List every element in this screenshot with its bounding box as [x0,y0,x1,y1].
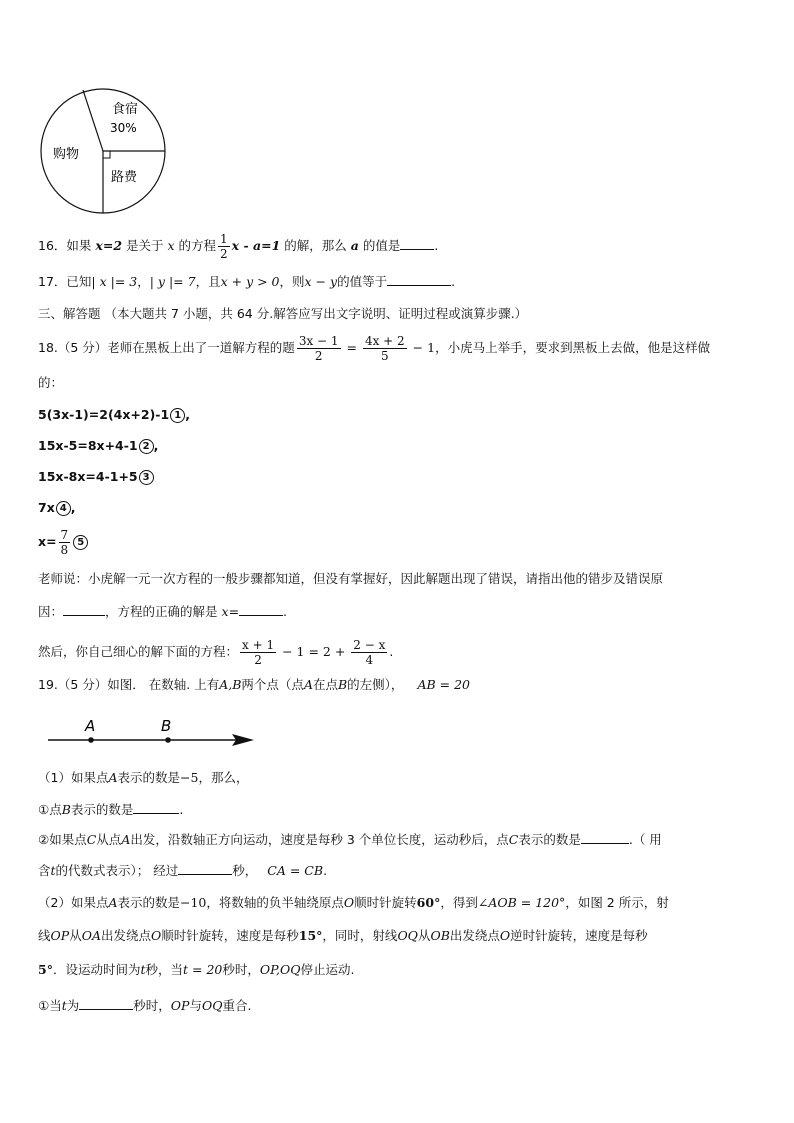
teacher-comment-1: 老师说：小虎解一元一次方程的一般步骤都知道，但没有掌握好，因此解题出现了错误，请指出他的错步及错误原 [38,571,664,586]
step-marker-4: 4 [56,501,71,516]
fraction-4x+2: $\frac{4x + 2}{5}$ [364,334,405,363]
fraction-half: $\frac{1}{2}$ [220,232,228,261]
pie-label-food: 食宿 [112,102,139,117]
question-16: 16．如果 x=2 是关于 x 的方程 $\frac{1}{2}$ x - a=1 的解，那么 a 的值是 . [38,232,439,261]
q19-part-1: （1）如果点A表示的数是−5，那么， [38,770,249,785]
step-marker-1: 1 [170,408,185,423]
pie-label-travel: 路费 [111,170,138,185]
number-line-figure [46,712,260,752]
pie-chart [38,86,168,216]
step-marker-5: 5 [73,535,88,550]
overlap-time-blank[interactable] [79,997,133,1010]
fraction-2-x: $\frac{2 - x}{4}$ [353,638,386,667]
q19-sub-2b: 含t的代数式表示）； 经过 秒， CA = CB. [38,863,328,878]
solve-equation-line: 然后，你自己细心的解下面的方程： $\frac{x + 1}{2}$ − 1 = 2 + $\frac{2 - x}{4}$ . [38,638,394,667]
pie-divider-top [83,90,103,151]
step-5: x= $\frac{7}{8}$ 5 [38,528,88,557]
q19-sub-2: ②如果点C从点A出发，沿数轴正方向运动，速度是每秒 3 个单位长度，运动秒后，点C表示的数是 .（ 用 [38,832,662,847]
error-reason-blank[interactable] [63,603,105,616]
answer-blank[interactable] [400,237,434,250]
question-17: 17．已知| x |= 3，| y |= 7，且x + y > 0，则x − y的值等于 . [38,274,456,289]
step-marker-2: 2 [139,439,154,454]
q19-part-2-line-3: 5°．设运动时间为t秒，当t = 20秒时，OP,OQ停止运动. [38,962,355,977]
q19-part-2-question-1: ①当t为 秒时，OP与OQ重合. [38,998,252,1013]
point-b-value-blank[interactable] [133,801,179,814]
q19-sub-1: ①点B表示的数是 . [38,802,184,817]
question-19: 19.（5 分）如图． 在数轴. 上有A,B两个点（点A在点B的左侧）， AB = 20 [38,677,470,692]
section-3-title: 三、解答题 （本大题共 7 小题，共 64 分.解答应写出文字说明、证明过程或演算步骤.） [38,306,528,321]
fraction-7-8: $\frac{7}{8}$ [60,528,69,557]
fraction-3x-1: $\frac{3x - 1}{2}$ [298,334,339,363]
pie-label-shop: 购物 [53,147,80,162]
q19-part-2-line-2: 线OP从OA出发绕点O顺时针旋转，速度是每秒15°，同时，射线OQ从OB出发绕点O逆时针旋转，速度是每秒 [38,928,648,943]
seconds-blank[interactable] [178,862,232,875]
step-marker-3: 3 [139,470,154,485]
correct-solution-blank[interactable] [239,603,283,616]
step-3: 15x-8x=4-1+5 3 [38,468,154,486]
pie-label-food-pct: 30% [110,121,137,135]
label-b: B [161,717,172,735]
point-c-expression-blank[interactable] [581,831,629,844]
q18-continuation: 的： [38,375,64,390]
label-a: A [85,717,96,735]
fraction-x+1: $\frac{x + 1}{2}$ [242,638,275,667]
q19-part-2-line-1: （2）如果点A表示的数是−10，将数轴的负半轴绕原点O顺时针旋转60°，得到∠AOB = 120°，如图 2 所示，射 [38,895,669,910]
step-1: 5(3x-1)=2(4x+2)-1 1 , [38,407,190,422]
point-b [165,737,171,743]
question-18: 18.（5 分）老师在黑板上出了一道解方程的题 $\frac{3x - 1}{2}$ = $\frac{4x + 2}{5}$ − 1，小虎马上举手，要求到黑板上去做，他是这样做 [38,334,711,363]
point-a [88,737,94,743]
right-angle-mark [103,151,110,158]
teacher-comment-2: 因： ，方程的正确的解是 x= . [38,604,288,619]
answer-blank[interactable] [387,273,451,286]
step-2: 15x-5=8x+4-1 2 , [38,438,159,453]
step-4: 7x 4 , [38,500,76,515]
